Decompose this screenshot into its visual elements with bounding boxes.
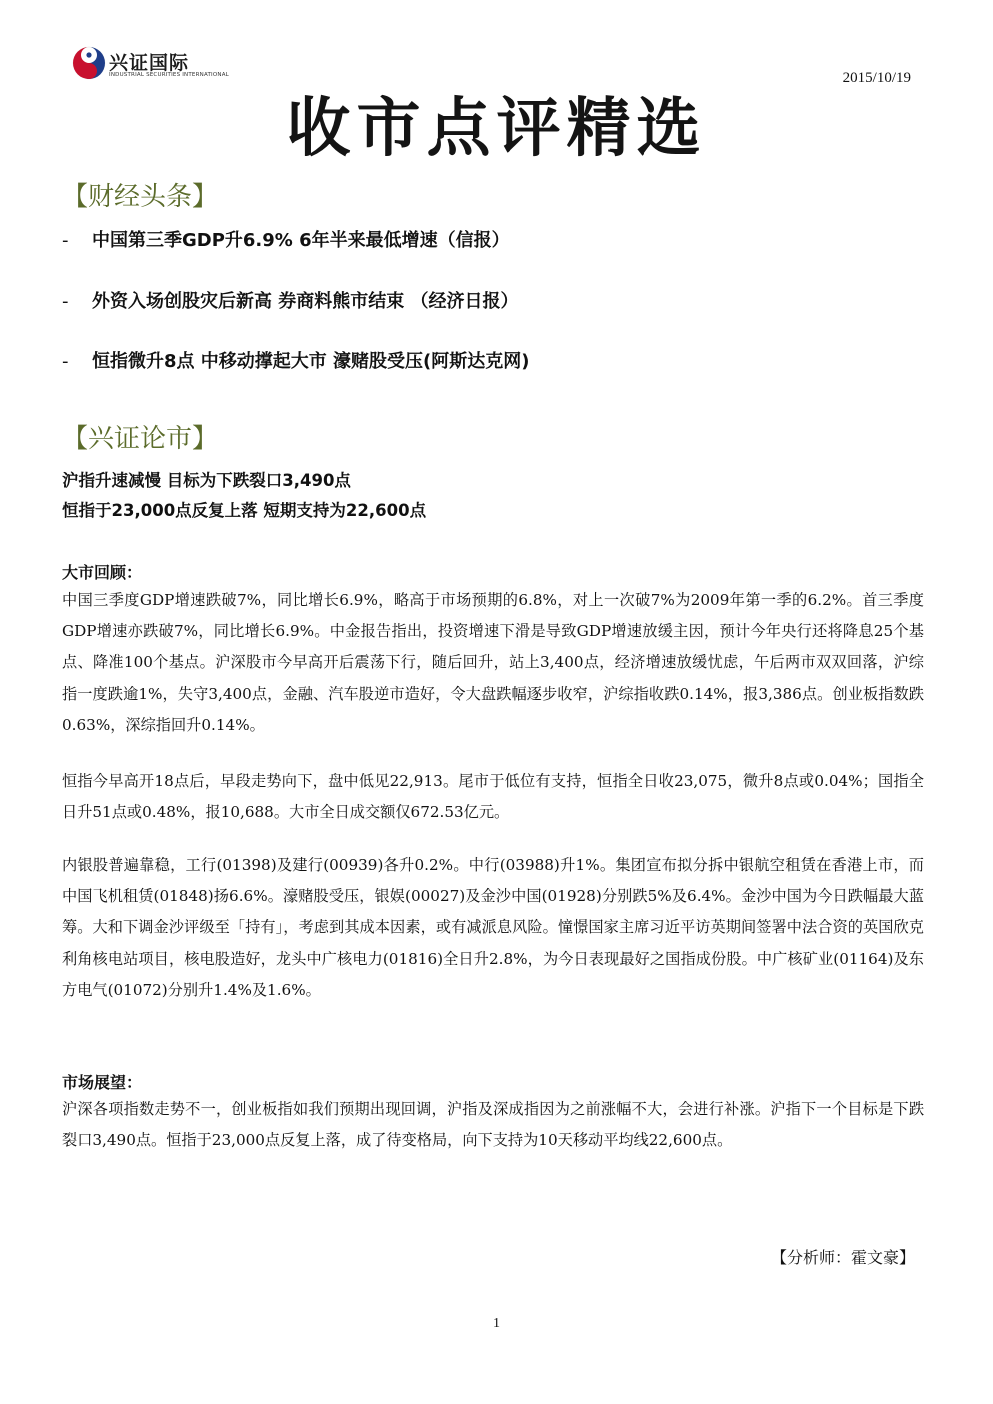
headline-bullet: - bbox=[62, 230, 69, 251]
outlook-paragraph: 沪深各项指数走势不一，创业板指如我们预期出现回调，沪指及深成指因为之前涨幅不大，会进行补涨。沪指下一个目标是下跌裂口3,490点。恒指于23,000点反复上落，成了待变格局，向下支持为10天移动平均线22,600点。 bbox=[62, 1100, 924, 1150]
headline-text: 恒指微升8点 中移动撑起大市 濠赌股受压(阿斯达克网) bbox=[92, 351, 530, 372]
headline-text: 外资入场创股灾后新高 券商料熊市结束 （经济日报） bbox=[92, 291, 519, 312]
company-logo-subtitle: INDUSTRIAL SECURITIES INTERNATIONAL bbox=[109, 72, 229, 78]
page-number: 1 bbox=[493, 1316, 500, 1331]
commentary-line-1: 沪指升速减慢 目标为下跌裂口3,490点 bbox=[62, 471, 351, 490]
company-logo-mark-icon bbox=[72, 46, 106, 80]
company-logo-name: 兴证国际 bbox=[109, 52, 190, 74]
headline-bullet: - bbox=[62, 291, 69, 312]
analyst-credit: 【分析师：霍文豪】 bbox=[770, 1248, 915, 1267]
headline-item bbox=[62, 347, 530, 373]
section-title-headlines: 【财经头条】 bbox=[62, 182, 219, 212]
company-logo bbox=[72, 46, 229, 86]
headline-item bbox=[62, 226, 510, 252]
review-paragraph-3: 内银股普遍靠稳，工行(01398)及建行(00939)各升0.2%。中行(03988)升1%。集团宣布拟分拆中银航空租赁在香港上市，而中国飞机租赁(01848)扬6.6%。濠赌股受压，银娱(00027)及金沙中国(01928)分别跌5%及6.4%。金沙中国为今日跌幅最大蓝筹。大和下调金沙评级至「持有」，考虑到其成本因素，或有减派息风险。憧憬国家主席习近平访英期间签署中法合资的英国欣克利角核电站项目，核电股造好，龙头中广核电力(01816)全日升2.8%，为今日表现最好之国指成份股。中广核矿业(01164)及东方电气(01072)分别升1.4%及1.6%。 bbox=[62, 856, 924, 999]
headline-text: 中国第三季GDP升6.9% 6年半来最低增速（信报） bbox=[92, 230, 510, 251]
review-paragraph-1: 中国三季度GDP增速跌破7%，同比增长6.9%，略高于市场预期的6.8%，对上一次破7%为2009年第一季的6.2%。首三季度GDP增速亦跌破7%，同比增长6.9%。中金报告指出，投资增速下滑是导致GDP增速放缓主因，预计今年央行还将降息25个基点、降准100个基点。沪深股市今早高开后震荡下行，随后回升，站上3,400点，经济增速放缓忧虑，午后两市双双回落，沪综指一度跌逾1%，失守3,400点，金融、汽车股逆市造好，令大盘跌幅逐步收窄，沪综指收跌0.14%，报3,386点。创业板指数跌0.63%，深综指回升0.14%。 bbox=[62, 591, 924, 734]
page-title: 收市点评精选 bbox=[286, 92, 707, 166]
headline-item bbox=[62, 287, 519, 313]
review-title: 大市回顾： bbox=[62, 563, 143, 582]
commentary-line-2: 恒指于23,000点反复上落 短期支持为22,600点 bbox=[62, 501, 427, 520]
report-date: 2015/10/19 bbox=[842, 70, 911, 86]
headline-bullet: - bbox=[62, 351, 69, 372]
outlook-title: 市场展望： bbox=[62, 1073, 143, 1092]
review-paragraph-2: 恒指今早高开18点后，早段走势向下，盘中低见22,913。尾市于低位有支持，恒指全日收23,075，微升8点或0.04%；国指全日升51点或0.48%，报10,688。大市全日成交额仅672.53亿元。 bbox=[62, 772, 924, 822]
section-title-commentary: 【兴证论市】 bbox=[62, 424, 219, 454]
